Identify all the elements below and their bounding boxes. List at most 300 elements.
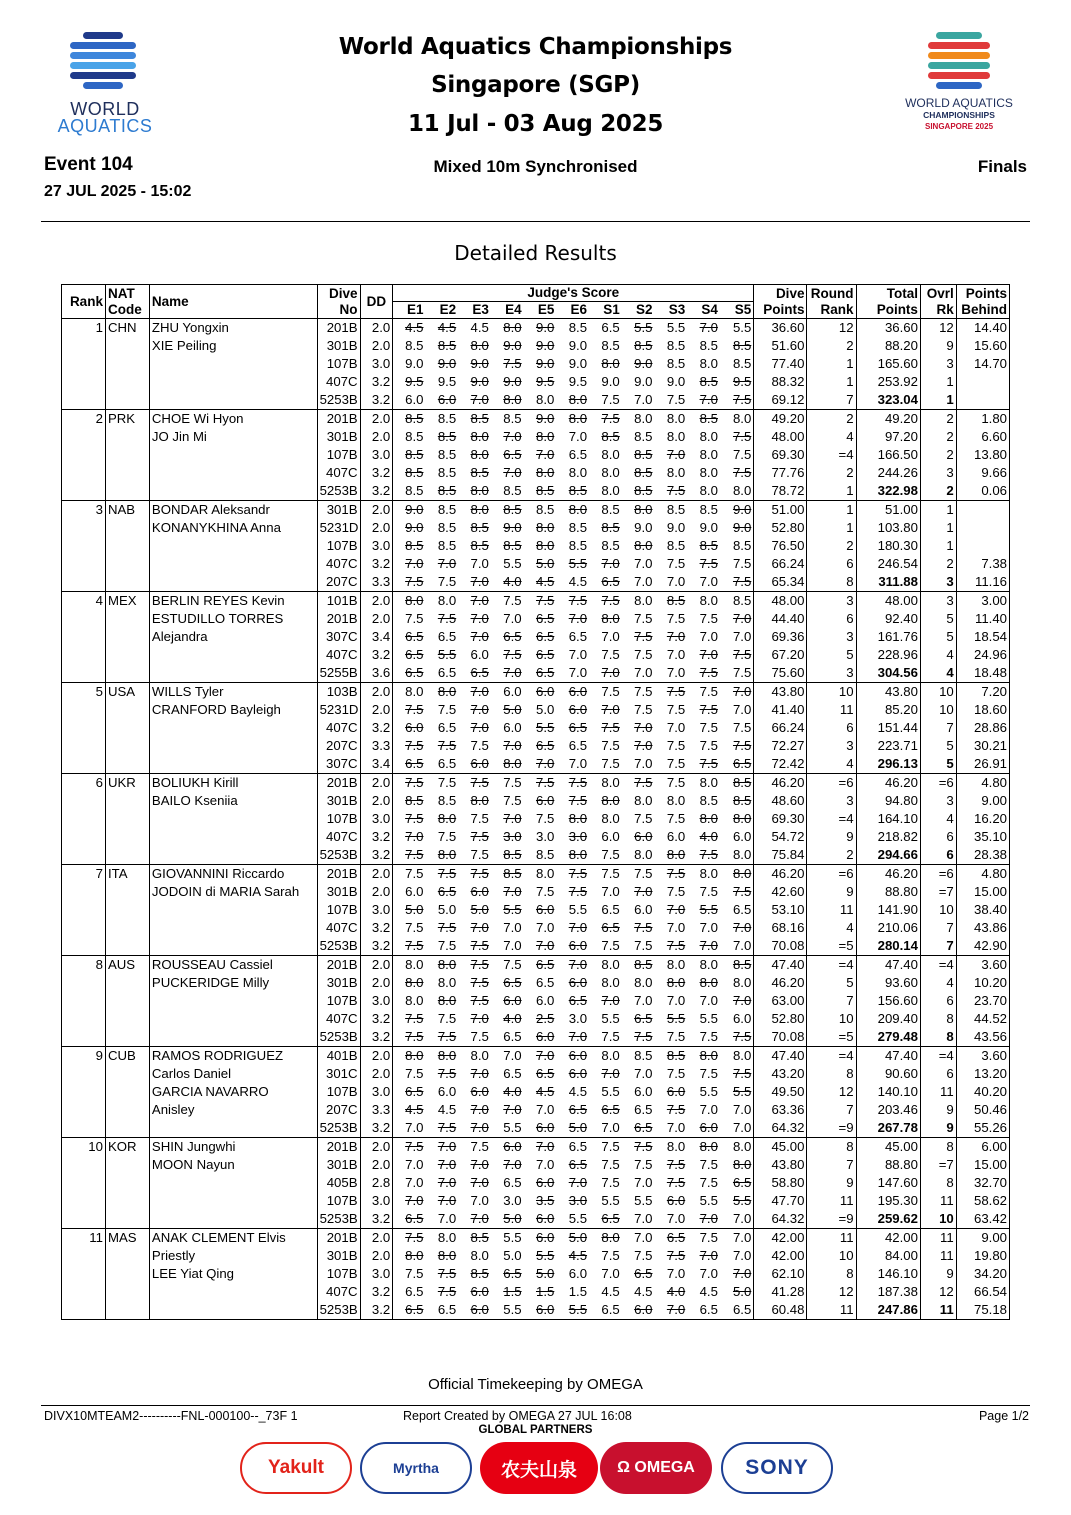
overall-rank: 8 xyxy=(920,1138,956,1157)
judge-score: 7.0 xyxy=(699,1102,718,1117)
judge-score: 7.5 xyxy=(601,756,620,771)
dive-row xyxy=(62,719,1010,737)
nat-cell xyxy=(105,646,149,664)
judge-score: 7.0 xyxy=(601,1266,620,1281)
judge-score: 7.0 xyxy=(699,1211,718,1226)
judge-score: 8.5 xyxy=(491,410,524,429)
judge-score: 9.0 xyxy=(634,356,653,371)
athlete-name: BAILO Kseniia xyxy=(149,792,317,810)
judge-score: 8.0 xyxy=(699,356,718,371)
degree-of-difficulty: 2.0 xyxy=(360,974,393,992)
judge-score: 7.5 xyxy=(437,1066,457,1081)
judge-score: 5.5 xyxy=(720,319,754,338)
judge-score: 5.5 xyxy=(437,647,457,662)
athlete-name xyxy=(149,464,317,482)
judge-score: 6.0 xyxy=(568,1266,588,1281)
round-rank: 11 xyxy=(807,701,856,719)
judge-score: 7.0 xyxy=(470,720,489,735)
overall-rank: =6 xyxy=(920,865,956,884)
nat-cell xyxy=(105,537,149,555)
degree-of-difficulty: 2.0 xyxy=(360,592,393,611)
judge-score: 7.5 xyxy=(601,1157,620,1172)
dive-points: 41.28 xyxy=(754,1283,807,1301)
degree-of-difficulty: 3.0 xyxy=(360,901,393,919)
athlete-name: BOLIUKH Kirill xyxy=(149,774,317,793)
judge-score: 7.5 xyxy=(732,465,752,480)
rank-cell xyxy=(62,1010,106,1028)
judge-score: 7.5 xyxy=(732,738,752,753)
judge-score: 3.0 xyxy=(535,829,555,844)
total-points: 228.96 xyxy=(856,646,920,664)
event-phase: Finals xyxy=(977,157,1027,176)
judge-score: 7.0 xyxy=(568,1029,588,1044)
judge-score: 6.5 xyxy=(568,738,588,753)
dive-points: 64.32 xyxy=(754,1210,807,1229)
degree-of-difficulty: 3.0 xyxy=(360,992,393,1010)
overall-rank: 1 xyxy=(920,537,956,555)
judge-score: 1.5 xyxy=(503,1284,522,1299)
judge-score: 9.0 xyxy=(503,520,522,535)
judge-score: 9.0 xyxy=(393,501,426,520)
judge-score: 8.5 xyxy=(568,520,588,535)
total-points: 103.80 xyxy=(856,519,920,537)
judge-score: 7.5 xyxy=(666,1066,686,1081)
judge-score: 7.5 xyxy=(393,610,426,628)
round-rank: =5 xyxy=(807,1028,856,1047)
athlete-name: XIE Peiling xyxy=(149,337,317,355)
judge-score: 8.5 xyxy=(470,520,489,535)
judge-score: 8.5 xyxy=(699,374,718,389)
judge-score: 7.0 xyxy=(732,629,752,644)
judge-score: 9.5 xyxy=(535,374,555,389)
judge-score: 4.5 xyxy=(535,574,555,589)
points-behind: 55.26 xyxy=(956,1119,1009,1138)
judge-score: 7.5 xyxy=(535,811,555,826)
dive-number: 5253B xyxy=(317,1028,360,1047)
degree-of-difficulty: 2.0 xyxy=(360,1047,393,1066)
overall-rank: 4 xyxy=(920,646,956,664)
judge-score: 7.0 xyxy=(556,956,589,975)
championship-location: Singapore (SGP) xyxy=(431,72,640,98)
overall-rank: 7 xyxy=(920,919,956,937)
partner-nongfu-logo: 农夫山泉 xyxy=(480,1442,598,1494)
judge-score: 7.5 xyxy=(470,811,489,826)
judge-score: 3.0 xyxy=(568,1193,588,1208)
judge-score: 8.5 xyxy=(503,847,522,862)
round-rank: 5 xyxy=(807,646,856,664)
judge-score: 7.5 xyxy=(666,1157,686,1172)
athlete-name: ANAK CLEMENT Elvis xyxy=(149,1229,317,1248)
judge-score: 7.5 xyxy=(524,774,557,793)
judge-score: 5.5 xyxy=(601,1193,620,1208)
dive-row xyxy=(62,1265,1010,1283)
dive-points: 58.80 xyxy=(754,1174,807,1192)
judge-score: 7.5 xyxy=(699,1157,718,1172)
judge-score: 9.0 xyxy=(524,319,557,338)
judge-score: 4.5 xyxy=(393,1101,426,1119)
total-points: 161.76 xyxy=(856,628,920,646)
nat-cell: NAB xyxy=(105,501,149,520)
judge-score: 8.0 xyxy=(425,1047,458,1066)
dive-number: 201B xyxy=(317,319,360,338)
points-behind: 28.38 xyxy=(956,846,1009,865)
dive-points: 66.24 xyxy=(754,555,807,573)
total-points: 88.80 xyxy=(856,1156,920,1174)
dive-row xyxy=(62,537,1010,555)
degree-of-difficulty: 3.6 xyxy=(360,664,393,683)
col-total-points: Total xyxy=(856,285,920,302)
judge-score: 7.5 xyxy=(666,1175,686,1190)
judge-score: 8.5 xyxy=(654,1047,687,1066)
judge-score: 8.0 xyxy=(687,1047,720,1066)
logo-text-championships: CHAMPIONSHIPS xyxy=(923,110,995,120)
judge-score: 6.5 xyxy=(568,1157,588,1172)
judge-score: 4.0 xyxy=(503,1011,522,1026)
points-behind xyxy=(956,501,1009,520)
judge-score: 7.5 xyxy=(437,611,457,626)
round-rank: =9 xyxy=(807,1210,856,1229)
overall-rank: 5 xyxy=(920,755,956,774)
nat-cell xyxy=(105,1192,149,1210)
judge-score: 6.5 xyxy=(568,1102,588,1117)
judge-score: 8.5 xyxy=(699,793,718,808)
judge-score: 8.0 xyxy=(556,410,589,429)
nat-cell xyxy=(105,610,149,628)
judge-score: 7.5 xyxy=(437,1266,457,1281)
dive-number: 107B xyxy=(317,901,360,919)
judge-score: 8.0 xyxy=(425,683,458,702)
judge-score: 8.0 xyxy=(666,465,686,480)
judge-score: 8.5 xyxy=(732,793,752,808)
judge-score: 7.5 xyxy=(470,738,489,753)
round-rank: =4 xyxy=(807,956,856,975)
judge-score: 6.0 xyxy=(470,647,489,662)
degree-of-difficulty: 2.0 xyxy=(360,1156,393,1174)
judge-score: 7.5 xyxy=(393,701,426,719)
round-rank: 10 xyxy=(807,683,856,702)
points-behind: 6.00 xyxy=(956,1138,1009,1157)
judge-score: 7.0 xyxy=(732,611,752,626)
judge-score: 6.0 xyxy=(470,1084,489,1099)
judge-score: 4.5 xyxy=(393,319,426,338)
judge-s1: S1 xyxy=(589,302,622,319)
rank-cell xyxy=(62,664,106,683)
dive-row xyxy=(62,610,1010,628)
rank-cell xyxy=(62,1028,106,1047)
nat-cell xyxy=(105,1283,149,1301)
judge-score: 9.5 xyxy=(437,374,457,389)
judge-score: 7.0 xyxy=(470,1066,489,1081)
dive-points: 69.30 xyxy=(754,446,807,464)
dive-number: 407C xyxy=(317,719,360,737)
degree-of-difficulty: 3.0 xyxy=(360,1265,393,1283)
overall-rank: 3 xyxy=(920,573,956,592)
judge-score: 8.0 xyxy=(393,974,426,992)
athlete-name xyxy=(149,992,317,1010)
judge-score: 8.0 xyxy=(425,956,458,975)
dive-points: 45.00 xyxy=(754,1138,807,1157)
judge-score: 8.5 xyxy=(601,429,620,444)
dive-points: 48.00 xyxy=(754,428,807,446)
judge-score: 7.5 xyxy=(622,774,655,793)
rank-cell xyxy=(62,1265,106,1283)
judge-score: 6.5 xyxy=(634,1011,653,1026)
dive-points: 43.80 xyxy=(754,683,807,702)
rank-cell xyxy=(62,519,106,537)
judge-score: 7.0 xyxy=(699,574,718,589)
degree-of-difficulty: 2.0 xyxy=(360,683,393,702)
judge-score: 7.0 xyxy=(732,1211,752,1226)
judge-score: 7.0 xyxy=(634,884,653,899)
judge-score: 8.0 xyxy=(589,956,622,975)
overall-rank: 9 xyxy=(920,337,956,355)
dive-points: 36.60 xyxy=(754,319,807,338)
overall-rank: 2 xyxy=(920,555,956,573)
judge-score: 6.0 xyxy=(556,1047,589,1066)
judge-score: 8.0 xyxy=(732,847,752,862)
points-behind: 3.00 xyxy=(956,592,1009,611)
judge-score: 7.5 xyxy=(601,847,620,862)
rank-cell xyxy=(62,337,106,355)
judge-score: 7.5 xyxy=(699,884,718,899)
judge-score: 8.0 xyxy=(535,465,555,480)
judge-score: 8.5 xyxy=(491,865,524,884)
dive-row xyxy=(62,501,1010,520)
judge-score: 8.0 xyxy=(601,811,620,826)
overall-rank: 5 xyxy=(920,610,956,628)
judge-score: 8.5 xyxy=(634,465,653,480)
overall-rank: 9 xyxy=(920,1101,956,1119)
judge-score: 8.5 xyxy=(393,410,426,429)
total-points: 253.92 xyxy=(856,373,920,391)
col-round-rank-2: Rank xyxy=(807,302,856,319)
judge-score: 7.0 xyxy=(634,720,653,735)
judge-score: 1.5 xyxy=(568,1284,588,1299)
round-rank: =5 xyxy=(807,937,856,956)
judge-score: 5.0 xyxy=(437,902,457,917)
col-rank: Rank xyxy=(62,285,106,319)
rank-cell xyxy=(62,482,106,501)
judge-score: 7.5 xyxy=(601,392,620,407)
judge-score: 6.5 xyxy=(437,665,457,680)
nat-cell xyxy=(105,1156,149,1174)
judge-score: 8.5 xyxy=(437,483,457,498)
points-behind: 19.80 xyxy=(956,1247,1009,1265)
judge-score: 7.5 xyxy=(524,592,557,611)
total-points: 279.48 xyxy=(856,1028,920,1047)
judge-score: 7.5 xyxy=(601,720,620,735)
judge-score: 9.0 xyxy=(503,338,522,353)
judge-score: 8.5 xyxy=(732,356,752,371)
total-points: 90.60 xyxy=(856,1065,920,1083)
rank-cell: 4 xyxy=(62,592,106,611)
total-points: 146.10 xyxy=(856,1265,920,1283)
judge-score: 6.0 xyxy=(666,1084,686,1099)
athlete-name xyxy=(149,846,317,865)
dive-number: 201B xyxy=(317,1229,360,1248)
dive-points: 51.00 xyxy=(754,501,807,520)
nat-cell xyxy=(105,1174,149,1192)
overall-rank: 3 xyxy=(920,355,956,373)
judge-score: 8.0 xyxy=(601,611,620,626)
athlete-name xyxy=(149,901,317,919)
dive-points: 41.40 xyxy=(754,701,807,719)
round-rank: 10 xyxy=(807,1247,856,1265)
judge-score: 9.0 xyxy=(568,356,588,371)
col-dive: Dive xyxy=(317,285,360,302)
judge-score: 6.5 xyxy=(535,1066,555,1081)
nat-cell xyxy=(105,1028,149,1047)
judge-score: 6.0 xyxy=(568,938,588,953)
dive-points: 53.10 xyxy=(754,901,807,919)
judge-score: 7.5 xyxy=(393,865,426,884)
dive-number: 207C xyxy=(317,737,360,755)
nat-cell xyxy=(105,919,149,937)
judge-score: 5.5 xyxy=(491,1229,524,1248)
judge-score: 5.0 xyxy=(535,556,555,571)
judge-score: 6.5 xyxy=(393,646,426,664)
dive-number: 5231D xyxy=(317,701,360,719)
dive-points: 60.48 xyxy=(754,1301,807,1320)
round-rank: 1 xyxy=(807,355,856,373)
judge-score: 7.0 xyxy=(732,1120,752,1135)
dive-points: 88.32 xyxy=(754,373,807,391)
rank-cell xyxy=(62,464,106,482)
judge-score: 7.5 xyxy=(666,1248,686,1263)
total-points: 218.82 xyxy=(856,828,920,846)
judge-score: 7.5 xyxy=(666,556,686,571)
dive-number: 201B xyxy=(317,865,360,884)
judge-score: 7.5 xyxy=(666,702,686,717)
athlete-name xyxy=(149,810,317,828)
round-rank: 4 xyxy=(807,919,856,937)
judge-score: 7.5 xyxy=(699,702,718,717)
judge-score: 9.0 xyxy=(470,356,489,371)
judge-score: 7.0 xyxy=(524,1138,557,1157)
judge-score: 4.0 xyxy=(503,1084,522,1099)
judge-score: 7.5 xyxy=(666,611,686,626)
nat-cell: KOR xyxy=(105,1138,149,1157)
overall-rank: =6 xyxy=(920,774,956,793)
judge-score: 7.0 xyxy=(699,938,718,953)
dive-number: 301B xyxy=(317,1156,360,1174)
judge-score: 8.5 xyxy=(568,483,588,498)
nat-cell xyxy=(105,755,149,774)
judge-score: 7.5 xyxy=(393,774,426,793)
dive-number: 201B xyxy=(317,956,360,975)
overall-rank: 6 xyxy=(920,1065,956,1083)
total-points: 165.60 xyxy=(856,355,920,373)
judge-score: 8.0 xyxy=(732,1157,752,1172)
rank-cell xyxy=(62,646,106,664)
athlete-name: JO Jin Mi xyxy=(149,428,317,446)
judge-score: 9.0 xyxy=(634,374,653,389)
judge-e1: E1 xyxy=(393,302,426,319)
rank-cell xyxy=(62,628,106,646)
judge-score: 7.5 xyxy=(699,1175,718,1190)
athlete-name xyxy=(149,391,317,410)
judge-e3: E3 xyxy=(458,302,491,319)
col-overall-rank: Ovrl xyxy=(920,285,956,302)
judge-score: 6.5 xyxy=(393,628,426,646)
judge-score: 6.5 xyxy=(503,1175,522,1190)
judge-score: 7.5 xyxy=(458,774,491,793)
judge-score: 7.0 xyxy=(699,629,718,644)
dive-row xyxy=(62,1119,1010,1138)
judge-score: 7.5 xyxy=(666,938,686,953)
judge-score: 7.0 xyxy=(470,702,489,717)
round-rank: 12 xyxy=(807,319,856,338)
judge-score: 7.5 xyxy=(601,1248,620,1263)
dive-number: 101B xyxy=(317,592,360,611)
judge-score: 3.0 xyxy=(503,829,522,844)
dive-points: 54.72 xyxy=(754,828,807,846)
judge-score: 6.0 xyxy=(634,829,653,844)
overall-rank: 7 xyxy=(920,719,956,737)
judge-score: 7.0 xyxy=(535,756,555,771)
judge-score: 7.5 xyxy=(601,1175,620,1190)
judge-score: 7.5 xyxy=(458,956,491,975)
judge-score: 8.5 xyxy=(568,538,588,553)
dive-points: 46.20 xyxy=(754,865,807,884)
total-points: 195.30 xyxy=(856,1192,920,1210)
dive-row xyxy=(62,464,1010,482)
total-points: 45.00 xyxy=(856,1138,920,1157)
athlete-name: LEE Yiat Qing xyxy=(149,1265,317,1283)
timekeeping-note: Official Timekeeping by OMEGA xyxy=(428,1376,643,1393)
judge-score: 7.5 xyxy=(666,1102,686,1117)
judge-score: 8.5 xyxy=(601,538,620,553)
rank-cell xyxy=(62,1174,106,1192)
points-behind: 63.42 xyxy=(956,1210,1009,1229)
judge-score: 4.5 xyxy=(568,1248,588,1263)
judge-score: 7.5 xyxy=(699,611,718,626)
rank-cell xyxy=(62,974,106,992)
degree-of-difficulty: 3.2 xyxy=(360,555,393,573)
athlete-name xyxy=(149,1192,317,1210)
judge-score: 7.0 xyxy=(393,1156,426,1174)
judge-score: 7.0 xyxy=(535,1102,555,1117)
degree-of-difficulty: 2.0 xyxy=(360,610,393,628)
judge-score: 8.5 xyxy=(535,483,555,498)
judge-score: 5.5 xyxy=(699,1084,718,1099)
overall-rank: 5 xyxy=(920,737,956,755)
judge-score: 7.5 xyxy=(666,884,686,899)
judge-score: 9.5 xyxy=(732,374,752,389)
judge-score: 7.5 xyxy=(601,647,620,662)
overall-rank: 1 xyxy=(920,373,956,391)
dive-row xyxy=(62,1138,1010,1157)
judge-score: 5.5 xyxy=(634,1193,653,1208)
judge-score: 4.5 xyxy=(568,1084,588,1099)
points-behind xyxy=(956,519,1009,537)
event-name: Mixed 10m Synchronised xyxy=(433,157,638,176)
judge-score: 7.5 xyxy=(699,1029,718,1044)
judge-score: 8.0 xyxy=(622,410,655,429)
dive-row xyxy=(62,974,1010,992)
nat-cell xyxy=(105,355,149,373)
athlete-name: ZHU Yongxin xyxy=(149,319,317,338)
dive-number: 307C xyxy=(317,755,360,774)
judge-score: 8.5 xyxy=(470,465,489,480)
judge-score: 7.5 xyxy=(654,683,687,702)
judge-score: 9.0 xyxy=(535,356,555,371)
judge-score: 8.5 xyxy=(666,338,686,353)
athlete-name xyxy=(149,373,317,391)
judge-score: 6.5 xyxy=(568,629,588,644)
dive-number: 5253B xyxy=(317,1119,360,1138)
athlete-name: PUCKERIDGE Milly xyxy=(149,974,317,992)
